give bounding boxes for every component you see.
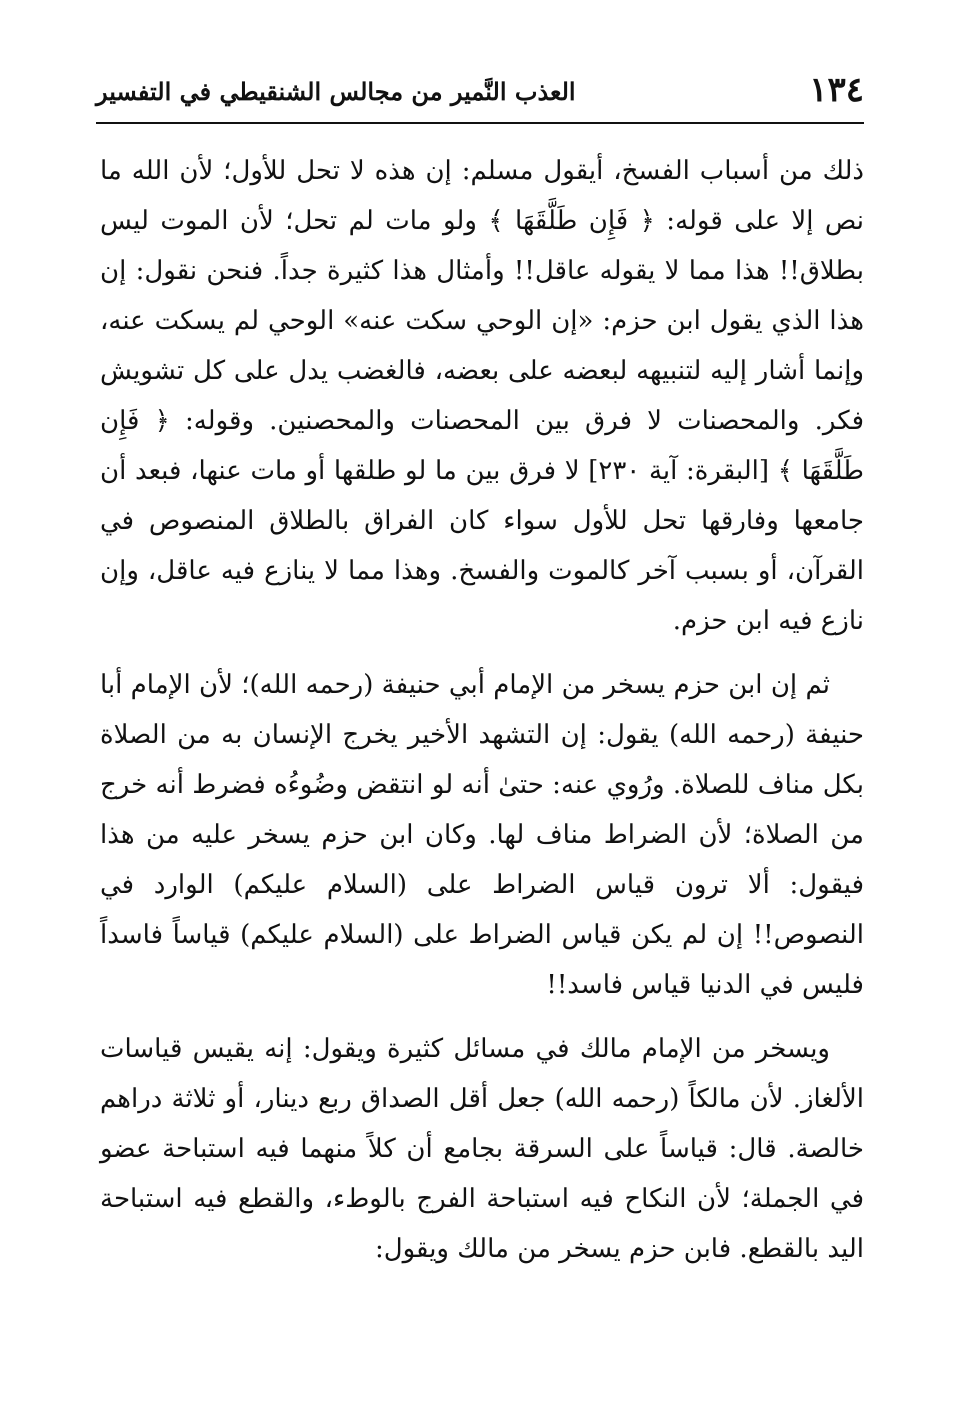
- paragraph-2: ثم إن ابن حزم يسخر من الإمام أبي حنيفة (رحمه الله)؛ لأن الإمام أبا حنيفة (رحمه الله) يقول: إن التشهد الأخير يخرج الإنسان به من الصلاة بكل مناف للصلاة. ورُوي عنه: حتىٰ أنه لو انتقض وضُوءُه فضرط أنه خرج من الصلاة؛ لأن الضراط مناف لها. وكان ابن حزم يسخر عليه من هذا فيقول: ألا ترون قياس الضراط على (السلام عليكم) الوارد في النصوص!! إن لم يكن قياس الضراط على (السلام عليكم) قياساً فاسداً فليس في الدنيا قياس فاسد!!: [100, 670, 864, 1000]
- body-text: [100, 146, 864, 1274]
- paragraph-1: ذلك من أسباب الفسخ، أيقول مسلم: إن هذه لا تحل للأول؛ لأن الله ما نص إلا على قوله: ﴿ فَإِن طَلَّقَهَا ﴾ ولو مات لم تحل؛ لأن الموت ليس بطلاق!! هذا مما لا يقوله عاقل!! وأمثال هذا كثيرة جداً. فنحن نقول: إن هذا الذي يقول ابن حزم: «إن الوحي سكت عنه» الوحي لم يسكت عنه، وإنما أشار إليه لتنبيهه لبعضه على بعضه، فالغضب يدل على كل تشويش فكر. والمحصنات لا فرق بين المحصنات والمحصنين. وقوله: ﴿ فَإِن طَلَّقَهَا ﴾ [البقرة: آية ٢٣٠] لا فرق بين ما لو طلقها أو مات عنها، فبعد أن جامعها وفارقها تحل للأول سواء كان الفراق بالطلاق المنصوص في القرآن، أو بسبب آخر كالموت والفسخ. وهذا مما لا ينازع فيه عاقل، وإن نازع فيه ابن حزم.: [100, 156, 864, 636]
- page-header: [96, 68, 864, 116]
- running-title: العذب النَّمير من مجالس الشنقيطي في التفسير: [96, 77, 576, 106]
- header-divider: [96, 122, 864, 124]
- paragraph-3: ويسخر من الإمام مالك في مسائل كثيرة ويقول: إنه يقيس قياسات الألغاز. لأن مالكاً (رحمه الله) جعل أقل الصداق ربع دينار، أو ثلاثة دراهم خالصة. قال: قياساً على السرقة بجامع أن كلاً منهما فيه استباحة عضو في الجملة؛ لأن النكاح فيه استباحة الفرج بالوطء، والقطع فيه استباحة اليد بالقطع. فابن حزم يسخر من مالك ويقول:: [100, 1034, 864, 1264]
- page-number: ١٣٤: [809, 70, 864, 110]
